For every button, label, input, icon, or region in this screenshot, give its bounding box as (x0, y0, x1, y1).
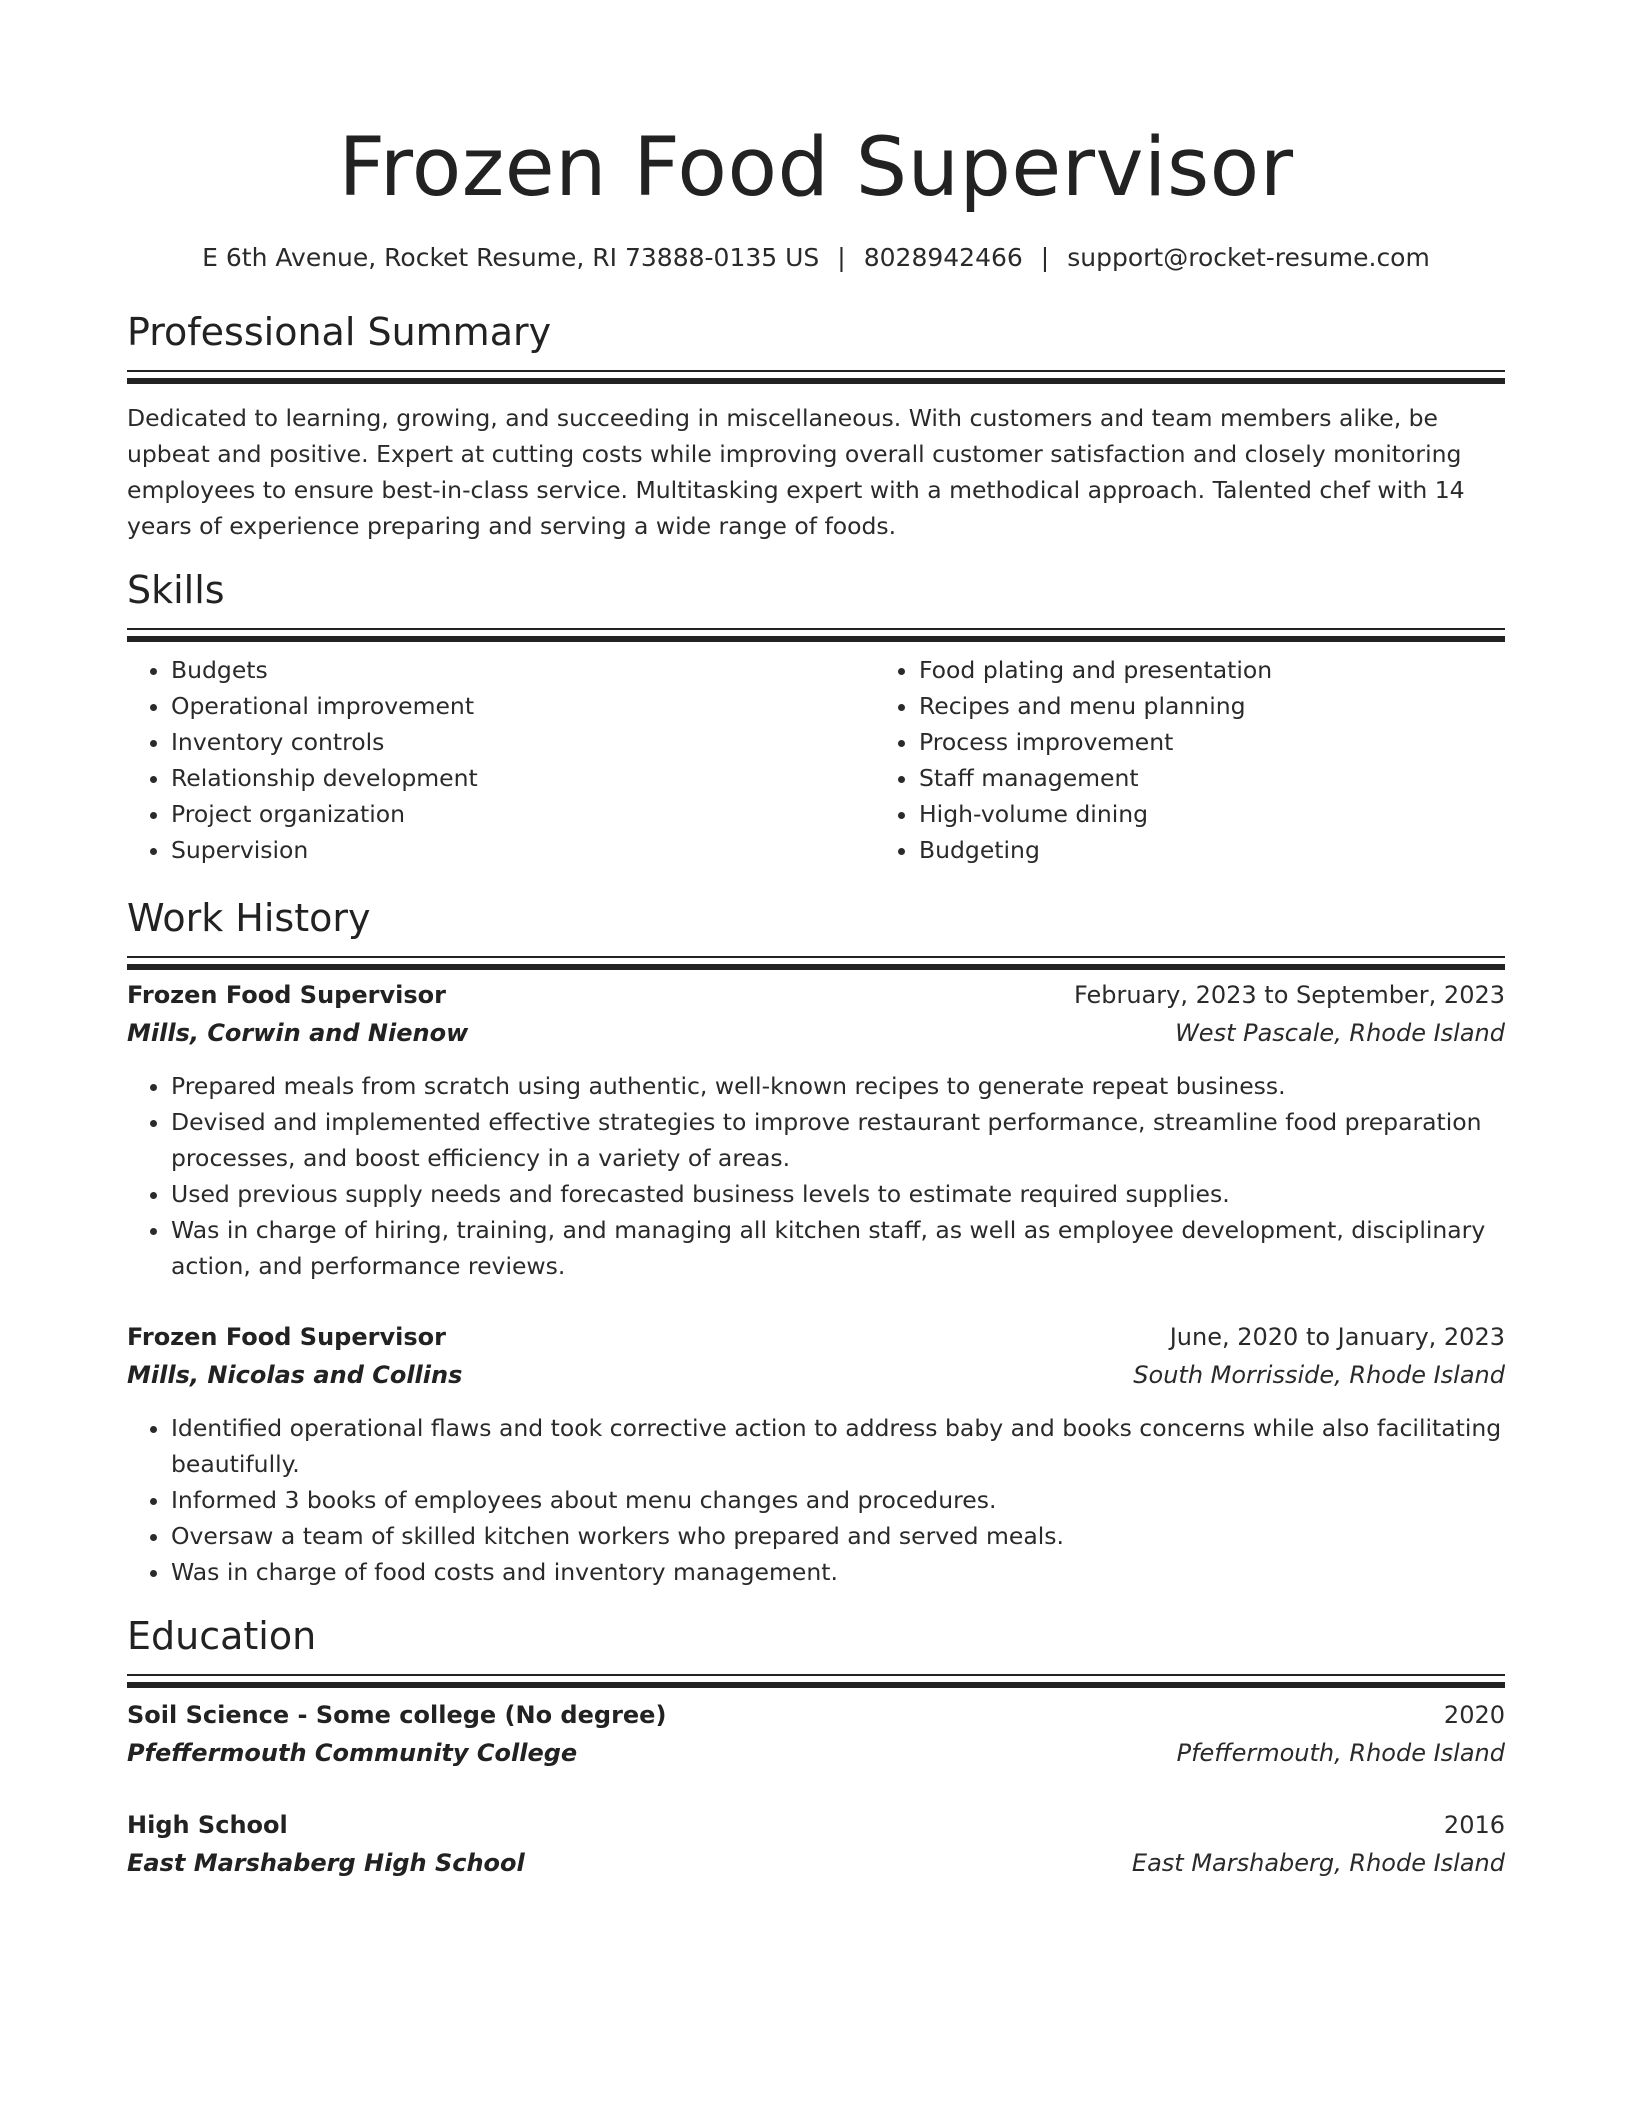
skill-item: • Operational improvement (171, 688, 757, 724)
contact-email: support@rocket-resume.com (1067, 243, 1430, 272)
education-year: 2020 (1443, 1701, 1505, 1729)
job-bullet: • Was in charge of food costs and inventory management. (171, 1554, 1505, 1590)
work-history-heading: Work History (127, 896, 371, 940)
education-entry (127, 1696, 1505, 1772)
education-degree: Soil Science - Some college (No degree) (127, 1701, 667, 1729)
skills-list-left (127, 652, 757, 868)
skills-section (127, 566, 1505, 868)
resume-name: Frozen Food Supervisor (338, 121, 1294, 215)
job-dates: June, 2020 to January, 2023 (1169, 1323, 1505, 1351)
skill-item: • Process improvement (919, 724, 1505, 760)
education-school: Pfeffermouth Community College (127, 1739, 578, 1767)
contact-address: E 6th Avenue, Rocket Resume, RI 73888-0135 US (202, 243, 820, 272)
skill-item: • Supervision (171, 832, 757, 868)
summary-text: Dedicated to learning, growing, and succeeding in miscellaneous. With customers and team members alike, be upbeat and positive. Expert at cutting costs while improving overall customer satisfaction and closely monitoring employees to ensure best-in-class service. Multitasking expert with a methodical approach. Talented chef with 14 years of experience preparing and serving a wide range of foods. (127, 404, 1465, 540)
job-bullet: • Informed 3 books of employees about menu changes and procedures. (171, 1482, 1505, 1518)
skills-heading: Skills (127, 568, 225, 612)
job-company: Mills, Nicolas and Collins (127, 1361, 463, 1389)
contact-separator: | (1040, 243, 1050, 272)
job-bullet: • Identified operational flaws and took corrective action to address baby and books concerns while also facilitating beautifully. (171, 1410, 1505, 1482)
education-year: 2016 (1443, 1811, 1505, 1839)
job-bullet: • Was in charge of hiring, training, and managing all kitchen staff, as well as employee development, disciplinary action, and performance reviews. (171, 1212, 1505, 1284)
contact-line (127, 242, 1505, 274)
education-degree: High School (127, 1811, 288, 1839)
contact-phone: 8028942466 (863, 243, 1023, 272)
job-dates: February, 2023 to September, 2023 (1073, 981, 1505, 1009)
skill-item: • Food plating and presentation (919, 652, 1505, 688)
section-divider (127, 956, 1505, 958)
job-bullet: • Prepared meals from scratch using authentic, well-known recipes to generate repeat business. (171, 1068, 1505, 1104)
education-section (127, 1612, 1505, 1882)
summary-section (127, 308, 1505, 544)
section-divider (127, 1674, 1505, 1676)
skill-item: • Budgets (171, 652, 757, 688)
education-entry (127, 1806, 1505, 1882)
skill-item: • Project organization (171, 796, 757, 832)
job-bullet: • Devised and implemented effective strategies to improve restaurant performance, streamline food preparation processes, and boost efficiency in a variety of areas. (171, 1104, 1505, 1176)
job-location: South Morrisside, Rhode Island (1133, 1361, 1505, 1389)
job-company: Mills, Corwin and Nienow (127, 1019, 469, 1047)
education-location: East Marshaberg, Rhode Island (1131, 1849, 1505, 1877)
education-heading: Education (127, 1614, 317, 1658)
skill-item: • Recipes and menu planning (919, 688, 1505, 724)
skill-item: • Inventory controls (171, 724, 757, 760)
skill-item: • Budgeting (919, 832, 1505, 868)
job-bullets (127, 1068, 1505, 1284)
contact-separator: | (837, 243, 846, 272)
job-entry (127, 976, 1505, 1284)
skills-list-right (875, 652, 1505, 868)
education-school: East Marshaberg High School (127, 1849, 525, 1877)
summary-heading: Professional Summary (127, 310, 552, 354)
skill-item: • High-volume dining (919, 796, 1505, 832)
job-title: Frozen Food Supervisor (127, 1323, 446, 1351)
job-entry (127, 1318, 1505, 1590)
job-title: Frozen Food Supervisor (127, 981, 446, 1009)
job-bullets (127, 1410, 1505, 1590)
section-divider (127, 628, 1505, 630)
job-bullet: • Oversaw a team of skilled kitchen workers who prepared and served meals. (171, 1518, 1505, 1554)
education-location: Pfeffermouth, Rhode Island (1176, 1739, 1505, 1767)
job-location: West Pascale, Rhode Island (1175, 1019, 1505, 1047)
job-bullet: • Used previous supply needs and forecasted business levels to estimate required supplies. (171, 1176, 1505, 1212)
skill-item: • Relationship development (171, 760, 757, 796)
skill-item: • Staff management (919, 760, 1505, 796)
section-divider (127, 370, 1505, 372)
work-history-section (127, 894, 1505, 1590)
